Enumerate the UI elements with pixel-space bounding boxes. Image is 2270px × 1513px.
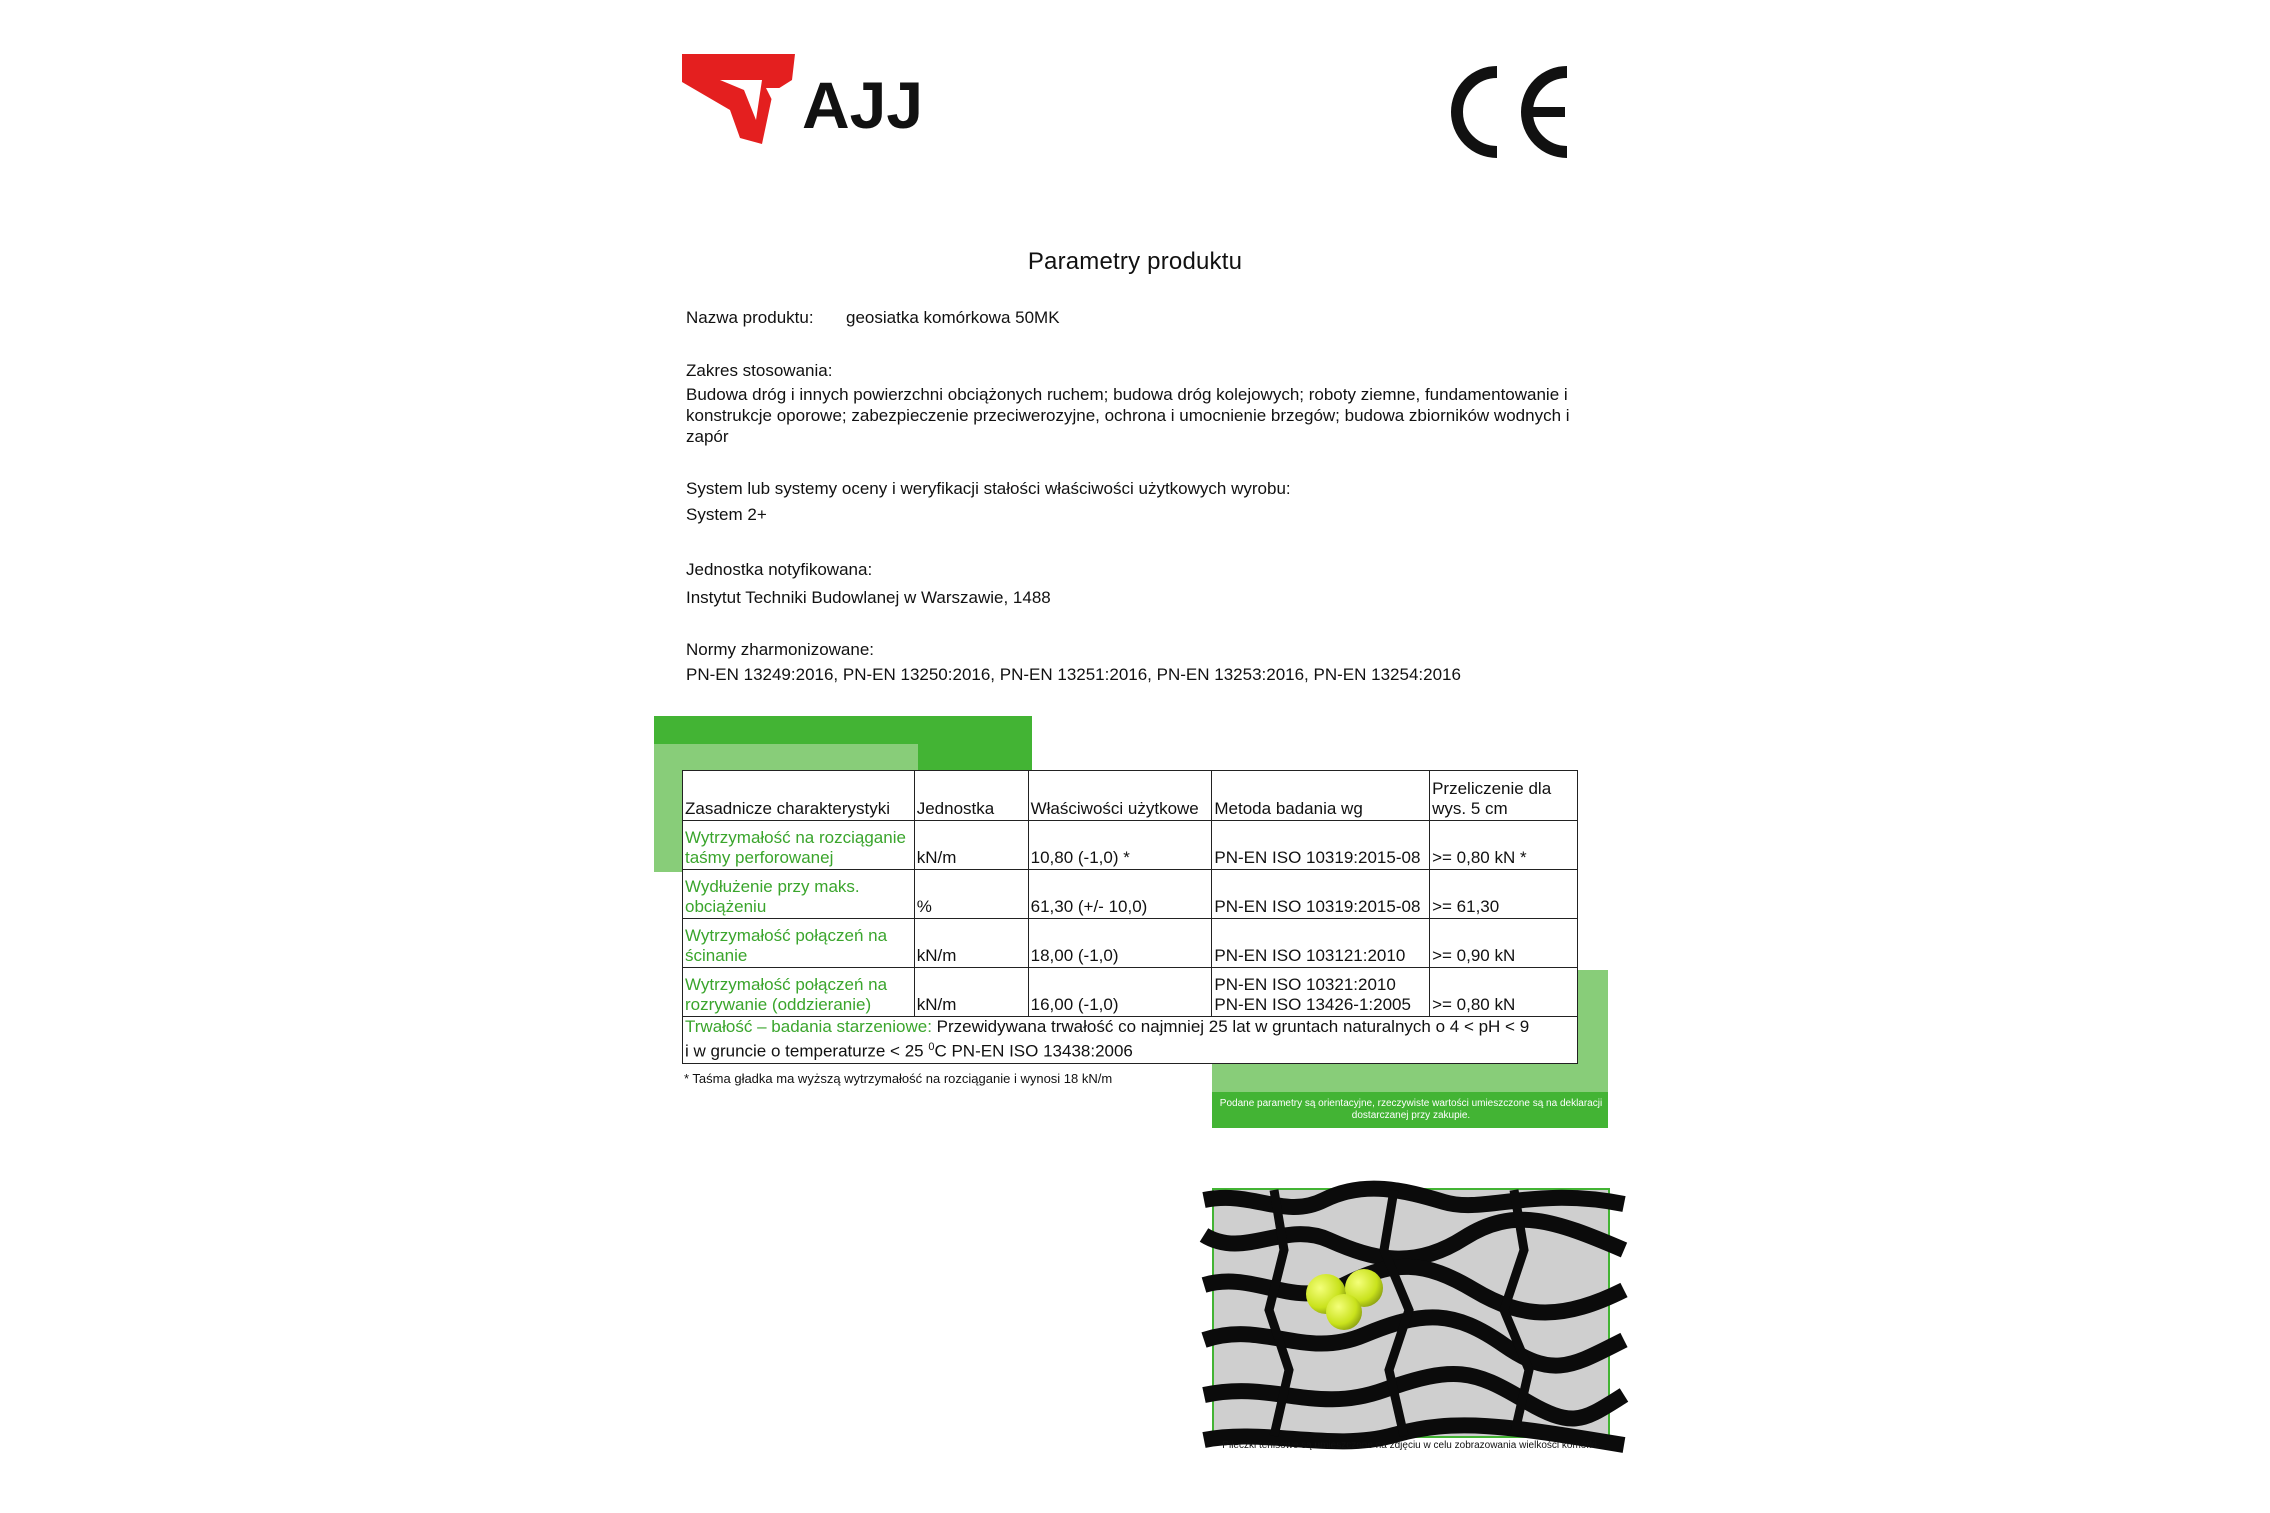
durability-text: C PN-EN ISO 13438:2006: [934, 1041, 1133, 1061]
table-row-durability: [683, 1017, 1578, 1064]
cell-method: PN-EN ISO 10319:2015-08: [1212, 870, 1430, 919]
cell-unit: kN/m: [914, 821, 1028, 870]
notified-body-label: Jednostka notyfikowana:: [686, 560, 873, 579]
page-title: Parametry produktu: [1027, 248, 1243, 275]
cell-line: PN-EN ISO 13426-1:2005: [1214, 995, 1411, 1014]
application-text: [686, 384, 1586, 447]
cell-method: PN-EN ISO 10319:2015-08: [1212, 821, 1430, 870]
cell-line: rozrywanie (oddzieranie): [685, 995, 872, 1014]
cell-conversion: >= 0,80 kN *: [1430, 821, 1578, 870]
table-row: [683, 919, 1578, 968]
svg-text:AJJ: AJJ: [802, 68, 924, 142]
durability-text: Przewidywana trwałość co najmniej 25 lat w gruntach naturalnych o 4 < pH < 9: [931, 1017, 1530, 1036]
cell-line: Wydłużenie przy maks.: [685, 877, 860, 896]
cell-line: taśmy perforowanej: [685, 848, 834, 867]
durability-line: [685, 1017, 1575, 1037]
application-label: Zakres stosowania:: [686, 361, 833, 380]
cell-conversion: >= 0,90 kN: [1430, 919, 1578, 968]
header-method: Metoda badania wg: [1212, 771, 1430, 821]
header-characteristic: Zasadnicze charakterystyki: [683, 771, 915, 821]
notified-body-value: Instytut Techniki Budowlanej w Warszawie, 1488: [686, 588, 1051, 607]
header-performance: Właściwości użytkowe: [1028, 771, 1212, 821]
standards-label: Normy zharmonizowane:: [686, 640, 875, 659]
header-conversion: [1430, 771, 1578, 821]
cell-conversion: >= 0,80 kN: [1430, 968, 1578, 1017]
cell-performance: 16,00 (-1,0): [1028, 968, 1212, 1017]
brand-logo: [680, 50, 924, 150]
ce-mark-icon: [1445, 62, 1575, 162]
application-line: Budowa dróg i innych powierzchni obciążonych ruchem; budowa dróg kolejowych; roboty ziemne, fundamentowanie i: [686, 385, 1568, 404]
cell-unit: kN/m: [914, 919, 1028, 968]
standards-value: PN-EN 13249:2016, PN-EN 13250:2016, PN-EN 13251:2016, PN-EN 13253:2016, PN-EN 13254:2016: [686, 665, 1461, 684]
table-row: [683, 821, 1578, 870]
cell-conversion: >= 61,30: [1430, 870, 1578, 919]
product-name-label: Nazwa produktu:: [686, 308, 814, 327]
cell-characteristic: [683, 968, 915, 1017]
disclaimer: [1214, 1092, 1608, 1128]
table-row: [683, 870, 1578, 919]
cell-characteristic: [683, 919, 915, 968]
cell-line: ścinanie: [685, 946, 748, 965]
cell-line: Wytrzymałość połączeń na: [685, 975, 888, 994]
product-name-value: geosiatka komórkowa 50MK: [846, 308, 1060, 327]
cell-performance: 18,00 (-1,0): [1028, 919, 1212, 968]
durability-line: [685, 1037, 1575, 1062]
product-photo: [1212, 1188, 1610, 1438]
cell-line: Wytrzymałość na rozciąganie: [685, 828, 906, 847]
cell-line: PN-EN ISO 10321:2010: [1214, 975, 1396, 994]
header-conversion-line: Przeliczenie dla: [1432, 779, 1552, 798]
cell-method: [1212, 968, 1430, 1017]
cell-durability: [683, 1017, 1578, 1064]
degree-superscript: 0: [928, 1041, 935, 1053]
application-line: konstrukcje oporowe; zabezpieczenie przeciwerozyjne, ochrona i umocnienie brzegów; budowa zbiorników wodnych i: [686, 406, 1570, 425]
spec-table: [682, 770, 1578, 1064]
durability-label: Trwałość – badania starzeniowe:: [685, 1017, 932, 1036]
cell-performance: 61,30 (+/- 10,0): [1028, 870, 1212, 919]
table-row: [683, 968, 1578, 1017]
geogrid-photo-icon: [1214, 1190, 1608, 1436]
application-line: zapór: [686, 427, 729, 446]
cell-unit: kN/m: [914, 968, 1028, 1017]
cell-method: PN-EN ISO 103121:2010: [1212, 919, 1430, 968]
header-unit: Jednostka: [914, 771, 1028, 821]
disclaimer-line: Podane parametry są orientacyjne, rzeczywiste wartości umieszczone są na deklaracji: [1219, 1098, 1603, 1109]
footnote: * Taśma gładka ma wyższą wytrzymałość na rozciąganie i wynosi 18 kN/m: [684, 1071, 1113, 1086]
ce-mark: [1445, 62, 1575, 162]
cell-performance: 10,80 (-1,0) *: [1028, 821, 1212, 870]
cell-line: Wytrzymałość połączeń na: [685, 926, 888, 945]
table-header-row: [683, 771, 1578, 821]
durability-text: i w gruncie o temperaturze < 25: [685, 1041, 929, 1061]
assessment-value: System 2+: [686, 505, 767, 524]
cell-line: obciążeniu: [685, 897, 767, 916]
cell-unit: %: [914, 870, 1028, 919]
cell-characteristic: [683, 870, 915, 919]
disclaimer-line: dostarczanej przy zakupie.: [1351, 1110, 1471, 1121]
photo-caption: Piłeczki tenisowe są umieszczone na zdjęciu w celu zobrazowania wielkości komórki.: [1222, 1440, 1600, 1451]
ajj-logo-icon: [680, 50, 924, 150]
cell-characteristic: [683, 821, 915, 870]
assessment-label: System lub systemy oceny i weryfikacji stałości właściwości użytkowych wyrobu:: [686, 479, 1291, 498]
header-conversion-line: wys. 5 cm: [1432, 799, 1508, 818]
